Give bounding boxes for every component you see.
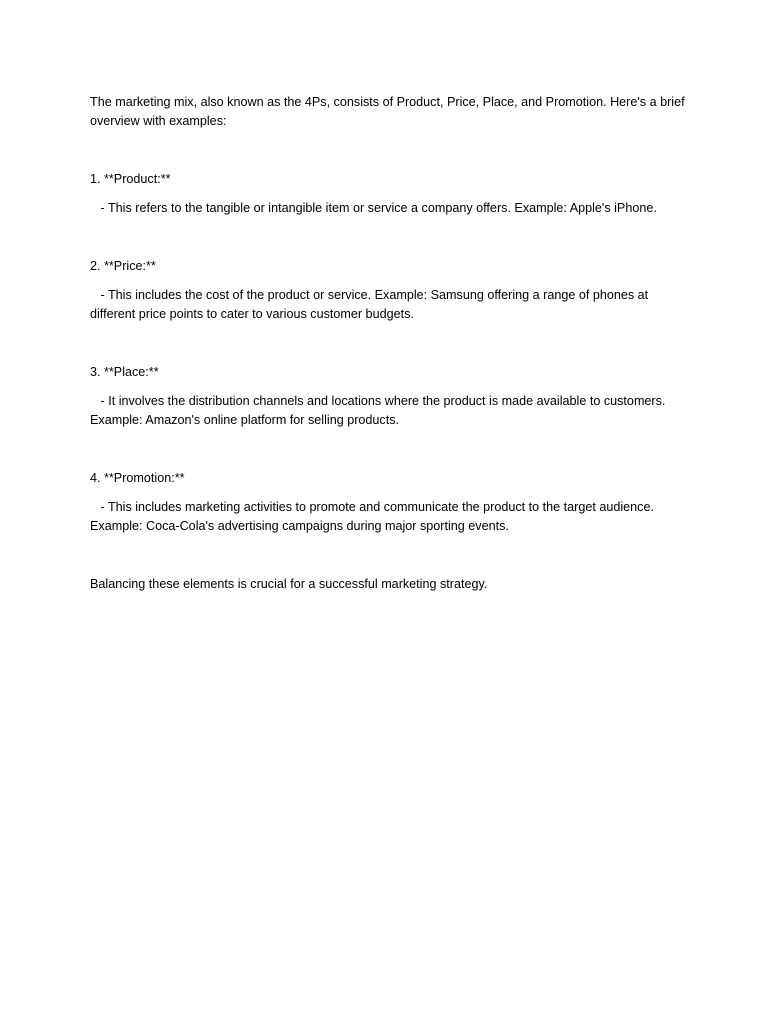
section-heading-place: 3. **Place:** — [90, 365, 159, 379]
intro-paragraph: The marketing mix, also known as the 4Ps, consists of Product, Price, Place, and Promotion. Here's a brief overview with examples: — [90, 95, 685, 128]
section-detail-price: - This includes the cost of the product or service. Example: Samsung offering a range of phones at different price points to cater to various customer budgets. — [90, 288, 652, 321]
section-heading-product: 1. **Product:** — [90, 172, 171, 186]
section-detail-promotion: - This includes marketing activities to promote and communicate the product to the target audience. Example: Coca-Cola's advertising campaigns during major sporting events. — [90, 500, 658, 533]
section-heading-price: 2. **Price:** — [90, 259, 156, 273]
section-detail-place: - It involves the distribution channels and locations where the product is made available to customers. Example: Amazon's online platform for selling products. — [90, 394, 669, 427]
conclusion-paragraph: Balancing these elements is crucial for a successful marketing strategy. — [90, 577, 488, 591]
section-heading-promotion: 4. **Promotion:** — [90, 471, 185, 485]
section-detail-product: - This refers to the tangible or intangible item or service a company offers. Example: Apple's iPhone. — [90, 201, 657, 215]
